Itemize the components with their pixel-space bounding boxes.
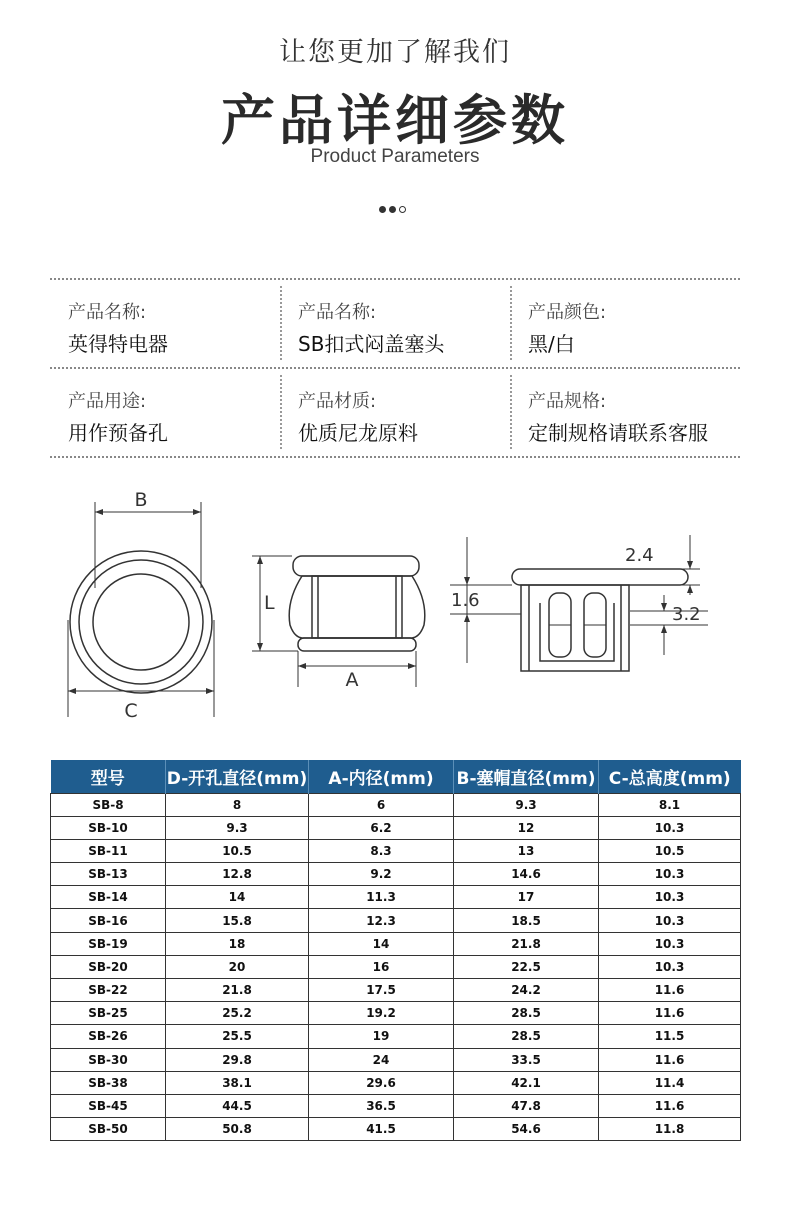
value-cell: 25.2 bbox=[166, 1002, 309, 1025]
value-cell: 13 bbox=[454, 839, 599, 862]
dot-icon bbox=[379, 206, 386, 213]
value-cell: 11.8 bbox=[599, 1118, 741, 1141]
value-cell: 11.6 bbox=[599, 1094, 741, 1117]
cap-top bbox=[293, 556, 419, 576]
model-cell: SB-13 bbox=[51, 863, 166, 886]
value-cell: 11.5 bbox=[599, 1025, 741, 1048]
value-cell: 8.3 bbox=[309, 839, 454, 862]
value-cell: 18 bbox=[166, 932, 309, 955]
info-value: SB扣式闷盖塞头 bbox=[298, 332, 445, 356]
middle-ring bbox=[79, 560, 203, 684]
value-cell: 10.5 bbox=[166, 839, 309, 862]
dimension-diagram bbox=[40, 485, 740, 725]
model-cell: SB-14 bbox=[51, 886, 166, 909]
dim-slot: 3.2 bbox=[672, 604, 701, 625]
info-value: 优质尼龙原料 bbox=[298, 421, 418, 445]
model-cell: SB-50 bbox=[51, 1118, 166, 1141]
value-cell: 50.8 bbox=[166, 1118, 309, 1141]
value-cell: 11.6 bbox=[599, 1002, 741, 1025]
value-cell: 14 bbox=[309, 932, 454, 955]
table-row bbox=[51, 1048, 741, 1071]
info-cell-spec bbox=[510, 367, 740, 457]
model-cell: SB-45 bbox=[51, 1094, 166, 1117]
value-cell: 11.3 bbox=[309, 886, 454, 909]
table-row bbox=[51, 1025, 741, 1048]
column-header: A-内径(mm) bbox=[309, 760, 454, 793]
label-l: L bbox=[264, 592, 275, 614]
value-cell: 22.5 bbox=[454, 955, 599, 978]
value-cell: 33.5 bbox=[454, 1048, 599, 1071]
value-cell: 28.5 bbox=[454, 1002, 599, 1025]
info-cell-usage bbox=[50, 367, 280, 457]
value-cell: 6.2 bbox=[309, 816, 454, 839]
value-cell: 29.8 bbox=[166, 1048, 309, 1071]
column-header: D-开孔直径(mm) bbox=[166, 760, 309, 793]
value-cell: 6 bbox=[309, 793, 454, 816]
info-cell-product bbox=[280, 278, 510, 368]
table-row bbox=[51, 1002, 741, 1025]
label-c: C bbox=[124, 700, 138, 722]
value-cell: 11.6 bbox=[599, 1048, 741, 1071]
value-cell: 19 bbox=[309, 1025, 454, 1048]
table-row bbox=[51, 863, 741, 886]
table-row bbox=[51, 793, 741, 816]
info-value: 用作预备孔 bbox=[68, 421, 168, 445]
cap-bottom bbox=[298, 638, 416, 651]
value-cell: 12 bbox=[454, 816, 599, 839]
column-header: C-总高度(mm) bbox=[599, 760, 741, 793]
label-a: A bbox=[345, 669, 359, 691]
model-cell: SB-16 bbox=[51, 909, 166, 932]
side-body bbox=[289, 576, 425, 638]
value-cell: 36.5 bbox=[309, 1094, 454, 1117]
value-cell: 10.3 bbox=[599, 816, 741, 839]
value-cell: 10.3 bbox=[599, 886, 741, 909]
table-header-row bbox=[51, 760, 741, 793]
model-cell: SB-20 bbox=[51, 955, 166, 978]
product-info-grid bbox=[50, 278, 740, 458]
value-cell: 21.8 bbox=[166, 979, 309, 1002]
page-title-en: Product Parameters bbox=[310, 146, 480, 167]
value-cell: 17 bbox=[454, 886, 599, 909]
value-cell: 14 bbox=[166, 886, 309, 909]
value-cell: 9.2 bbox=[309, 863, 454, 886]
value-cell: 28.5 bbox=[454, 1025, 599, 1048]
dimension-drawing bbox=[40, 485, 740, 725]
value-cell: 44.5 bbox=[166, 1094, 309, 1117]
info-cell-color bbox=[510, 278, 740, 368]
page-title: 产品详细参数 bbox=[221, 89, 569, 152]
model-cell: SB-22 bbox=[51, 979, 166, 1002]
value-cell: 38.1 bbox=[166, 1071, 309, 1094]
info-label: 产品名称: bbox=[298, 302, 377, 323]
value-cell: 41.5 bbox=[309, 1118, 454, 1141]
table-row bbox=[51, 1094, 741, 1117]
table-row bbox=[51, 1071, 741, 1094]
value-cell: 42.1 bbox=[454, 1071, 599, 1094]
table-row bbox=[51, 932, 741, 955]
dot-hollow-icon bbox=[399, 206, 406, 213]
outer-ring bbox=[70, 551, 212, 693]
value-cell: 14.6 bbox=[454, 863, 599, 886]
spec-table bbox=[50, 760, 741, 1141]
info-label: 产品规格: bbox=[528, 391, 607, 412]
info-value: 英得特电器 bbox=[68, 332, 168, 356]
table-row bbox=[51, 979, 741, 1002]
model-cell: SB-25 bbox=[51, 1002, 166, 1025]
section-body bbox=[521, 585, 629, 671]
value-cell: 9.3 bbox=[166, 816, 309, 839]
value-cell: 18.5 bbox=[454, 909, 599, 932]
model-cell: SB-8 bbox=[51, 793, 166, 816]
dim-cap-thickness: 2.4 bbox=[625, 545, 654, 566]
info-value: 黑/白 bbox=[528, 332, 575, 356]
table-row bbox=[51, 1118, 741, 1141]
table-body bbox=[51, 793, 741, 1141]
value-cell: 10.3 bbox=[599, 932, 741, 955]
value-cell: 12.8 bbox=[166, 863, 309, 886]
value-cell: 12.3 bbox=[309, 909, 454, 932]
model-cell: SB-11 bbox=[51, 839, 166, 862]
value-cell: 54.6 bbox=[454, 1118, 599, 1141]
dots-decoration bbox=[379, 206, 406, 213]
value-cell: 11.6 bbox=[599, 979, 741, 1002]
value-cell: 47.8 bbox=[454, 1094, 599, 1117]
table-row bbox=[51, 816, 741, 839]
value-cell: 24 bbox=[309, 1048, 454, 1071]
model-cell: SB-38 bbox=[51, 1071, 166, 1094]
info-label: 产品颜色: bbox=[528, 302, 607, 323]
table-row bbox=[51, 909, 741, 932]
table-row bbox=[51, 886, 741, 909]
value-cell: 19.2 bbox=[309, 1002, 454, 1025]
table-row bbox=[51, 955, 741, 978]
value-cell: 24.2 bbox=[454, 979, 599, 1002]
value-cell: 10.3 bbox=[599, 909, 741, 932]
section-cap bbox=[512, 569, 688, 585]
value-cell: 29.6 bbox=[309, 1071, 454, 1094]
model-cell: SB-10 bbox=[51, 816, 166, 839]
info-label: 产品名称: bbox=[68, 302, 147, 323]
value-cell: 20 bbox=[166, 955, 309, 978]
value-cell: 21.8 bbox=[454, 932, 599, 955]
table-row bbox=[51, 839, 741, 862]
value-cell: 17.5 bbox=[309, 979, 454, 1002]
label-b: B bbox=[134, 489, 148, 511]
info-cell-name bbox=[50, 278, 280, 368]
value-cell: 16 bbox=[309, 955, 454, 978]
value-cell: 25.5 bbox=[166, 1025, 309, 1048]
info-cell-material bbox=[280, 367, 510, 457]
value-cell: 11.4 bbox=[599, 1071, 741, 1094]
info-label: 产品用途: bbox=[68, 391, 147, 412]
inner-ring bbox=[93, 574, 189, 670]
value-cell: 8.1 bbox=[599, 793, 741, 816]
value-cell: 9.3 bbox=[454, 793, 599, 816]
info-value: 定制规格请联系客服 bbox=[528, 421, 708, 445]
value-cell: 15.8 bbox=[166, 909, 309, 932]
value-cell: 8 bbox=[166, 793, 309, 816]
column-header: 型号 bbox=[51, 760, 166, 793]
value-cell: 10.3 bbox=[599, 863, 741, 886]
subtitle: 让您更加了解我们 bbox=[279, 37, 511, 68]
model-cell: SB-26 bbox=[51, 1025, 166, 1048]
dim-wall: 1.6 bbox=[451, 590, 480, 611]
dot-icon bbox=[389, 206, 396, 213]
model-cell: SB-30 bbox=[51, 1048, 166, 1071]
info-label: 产品材质: bbox=[298, 391, 377, 412]
value-cell: 10.3 bbox=[599, 955, 741, 978]
value-cell: 10.5 bbox=[599, 839, 741, 862]
model-cell: SB-19 bbox=[51, 932, 166, 955]
column-header: B-塞帽直径(mm) bbox=[454, 760, 599, 793]
